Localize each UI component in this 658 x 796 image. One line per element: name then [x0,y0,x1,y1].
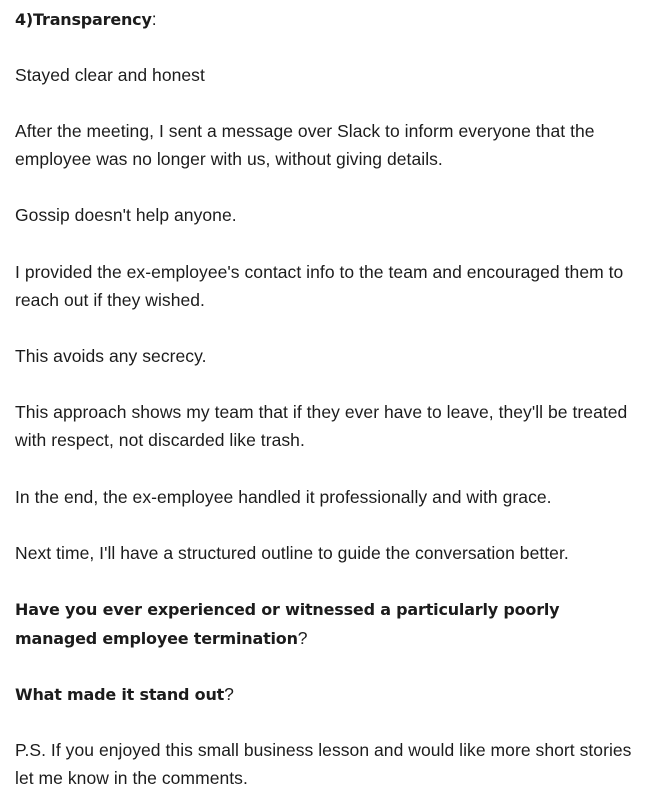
section-heading [15,5,156,34]
paragraph-slack-message: After the meeting, I sent a message over Slack to inform everyone that the employee was no longer with us, without giving details. [15,121,595,169]
paragraph-outcome: In the end, the ex-employee handled it professionally and with grace. [15,487,552,507]
paragraph-secrecy: This avoids any secrecy. [15,346,207,366]
question-termination [15,596,615,653]
question-stand-out-mark: ? [224,684,234,704]
section-heading-text: 4)Transparency [15,10,152,29]
paragraph-contact-info: I provided the ex-employee's contact info to the team and encouraged them to reach out if they wished. [15,262,624,310]
paragraph-summary: Stayed clear and honest [15,65,205,85]
question-termination-text: Have you ever experienced or witnessed a particularly poorly managed employee termination [15,600,560,648]
question-stand-out-text: What made it stand out [15,685,225,704]
question-stand-out [15,680,234,709]
paragraph-next-time: Next time, I'll have a structured outline to guide the conversation better. [15,543,569,563]
question-termination-mark: ? [297,628,308,648]
section-heading-colon: : [151,9,157,29]
paragraph-gossip: Gossip doesn't help anyone. [15,205,237,225]
paragraph-respect: This approach shows my team that if they ever have to leave, they'll be treated with respect, not discarded like trash. [15,402,628,450]
paragraph-postscript: P.S. If you enjoyed this small business lesson and would like more short stories let me know in the comments. [15,740,632,788]
